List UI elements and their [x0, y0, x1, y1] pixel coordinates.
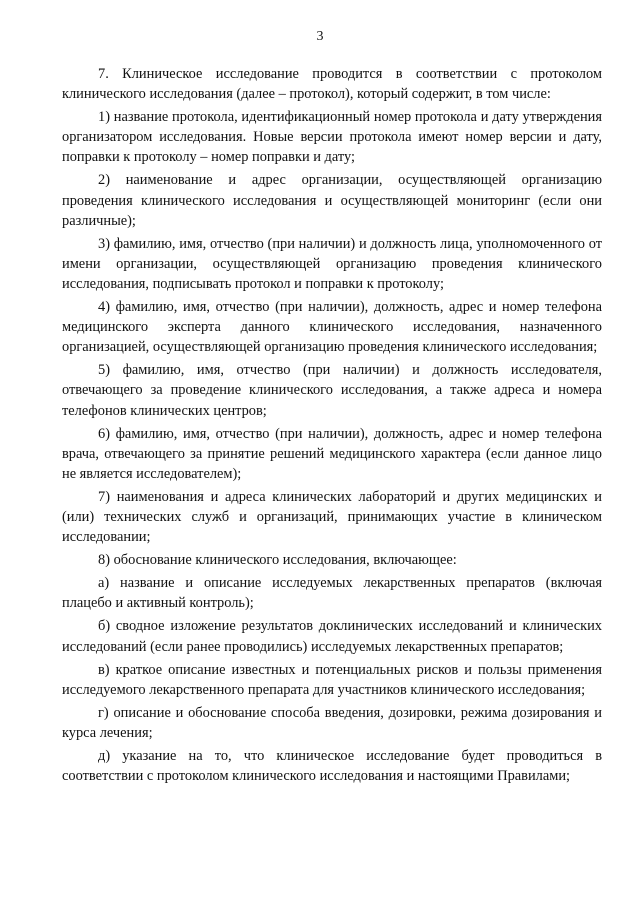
paragraph-subitem-b: б) сводное изложение результатов доклинических исследований и клинических исследований (если ранее проводились) исследуемых лекарственных препаратов;: [62, 618, 602, 655]
paragraph-subitem-v: в) краткое описание известных и потенциальных рисков и пользы применения исследуемого лекарственного препарата для участников клинического исследования;: [62, 661, 602, 698]
paragraph-item-5: 5) фамилию, имя, отчество (при наличии) и должность исследователя, отвечающего за проведение клинического исследования, а также адреса и номера телефонов клинических центров;: [62, 362, 602, 419]
paragraph-clause-7: 7. Клиническое исследование проводится в соответствии с протоколом клинического исследования (далее – протокол), который содержит, в том числе:: [62, 66, 602, 103]
paragraph-item-7: 7) наименования и адреса клинических лабораторий и других медицинских и (или) технических служб и организаций, принимающих участие в клиническом исследовании;: [62, 488, 602, 546]
paragraph-item-8: 8) обоснование клинического исследования, включающее:: [98, 552, 457, 569]
page-number: 3: [316, 29, 324, 44]
paragraph-item-2: 2) наименование и адрес организации, осуществляющей организацию проведения клинического исследования и осуществляющей мониторинг (если они различные);: [62, 172, 602, 229]
paragraph-subitem-a: а) название и описание исследуемых лекарственных препаратов (включая плацебо и активный контроль);: [62, 575, 602, 612]
paragraph-subitem-g: г) описание и обоснование способа введения, дозировки, режима дозирования и курса лечения;: [62, 704, 602, 741]
paragraph-item-4: 4) фамилию, имя, отчество (при наличии), должность, адрес и номер телефона медицинского эксперта данного клинического исследования, назначенного организацией, осуществляющей организацию проведения клинического исследования;: [62, 299, 602, 356]
paragraph-subitem-d: д) указание на то, что клиническое исследование будет проводиться в соответствии с протоколом клинического исследования и настоящими Правилами;: [62, 748, 602, 785]
document-body: [62, 64, 602, 789]
paragraph-item-1: 1) название протокола, идентификационный номер протокола и дату утверждения организатором исследования. Новые версии протокола имеют номер версии и дату, поправки к протоколу – номер поправки и дату;: [62, 109, 602, 166]
paragraph-item-6: 6) фамилию, имя, отчество (при наличии), должность, адрес и номер телефона врача, отвечающего за принятие решений медицинского характера (если данное лицо не является исследователем);: [62, 425, 602, 482]
paragraph-item-3: 3) фамилию, имя, отчество (при наличии) и должность лица, уполномоченного от имени организации, осуществляющей организацию проведения клинического исследования, подписывать протокол и поправки к протоколу;: [62, 235, 602, 292]
